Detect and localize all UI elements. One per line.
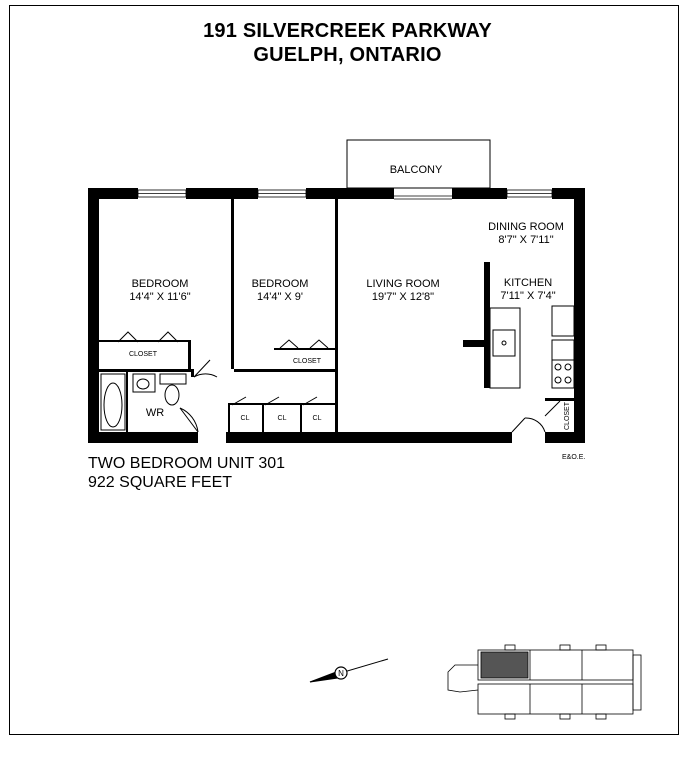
washroom-label: WR (145, 407, 165, 419)
bathtub-icon (101, 374, 125, 430)
bedroom1-size: 14'4" X 11'6" (129, 291, 191, 303)
cl3-label: CL (312, 415, 322, 422)
toilet-icon (165, 385, 179, 405)
living-room-size: 19'7" X 12'8" (371, 291, 435, 303)
building-address: 191 SILVERCREEK PARKWAY (203, 20, 492, 42)
bedroom2-size: 14'4" X 9' (256, 291, 304, 303)
balcony-label: BALCONY (389, 164, 443, 176)
kitchen-label: KITCHEN (503, 277, 553, 289)
compass-icon (310, 659, 388, 682)
closet2-label: CLOSET (292, 358, 322, 365)
living-room-label: LIVING ROOM (366, 278, 440, 290)
balcony (347, 140, 490, 188)
disclaimer: E&O.E. (562, 454, 586, 461)
bedroom2-label: BEDROOM (251, 278, 309, 290)
cl2-label: CL (277, 415, 287, 422)
closet3-label: CLOSET (564, 401, 571, 431)
kitchen-sink-icon (493, 330, 515, 356)
stove-icon (552, 360, 574, 388)
unit-area: 922 SQUARE FEET (88, 474, 233, 491)
unit-name: TWO BEDROOM UNIT 301 (88, 455, 286, 472)
kitchen-fixtures (490, 306, 574, 388)
bedroom1-label: BEDROOM (131, 278, 189, 290)
refrigerator-icon (552, 306, 574, 336)
doors (118, 332, 560, 432)
compass-north-label: N (338, 669, 344, 678)
kitchen-size: 7'11" X 7'4" (500, 290, 556, 302)
key-plan-highlight (481, 652, 528, 678)
dining-room-label: DINING ROOM (488, 221, 564, 233)
closet1-label: CLOSET (128, 351, 158, 358)
dining-room-size: 8'7" X 7'11" (498, 234, 554, 246)
cl1-label: CL (240, 415, 250, 422)
building-city: GUELPH, ONTARIO (253, 44, 442, 66)
washroom-fixtures (101, 374, 186, 430)
key-plan (448, 645, 641, 719)
